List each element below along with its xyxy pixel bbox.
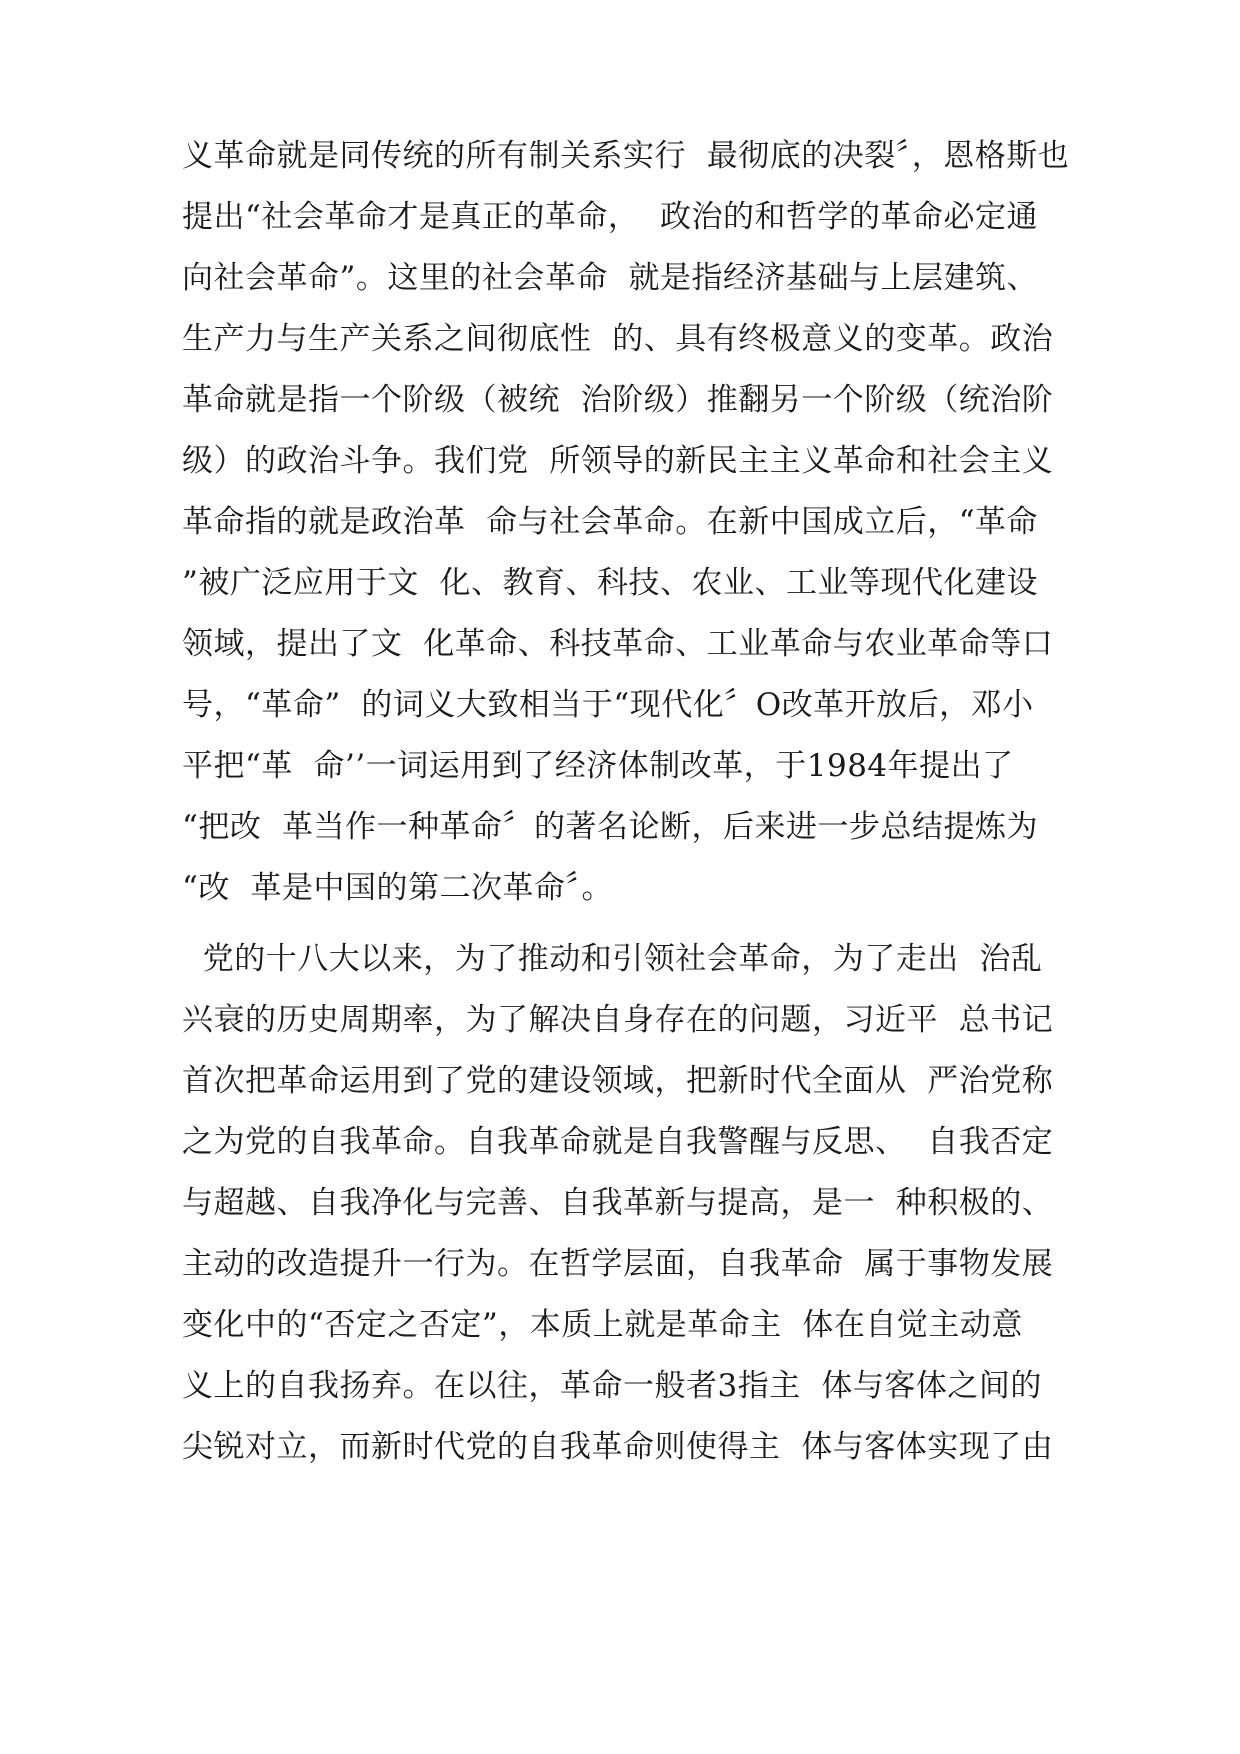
text-line: 之为党的自我革命。自我革命就是自我警醒与反思、 自我否定 (182, 1124, 1054, 1160)
paragraph-start-line: 党的十八大以来，为了推动和引领社会革命，为了走出 治乱 (182, 941, 1043, 977)
text-line: ”被广泛应用于文 化、教育、科技、农业、工业等现代化建设 (182, 565, 1039, 601)
text-line: 义革命就是同传统的所有制关系实行 最彻底的决裂〞，恩格斯也 (182, 138, 1070, 174)
text-line: 领域，提出了文 化革命、科技革命、工业革命与农业革命等口 (182, 626, 1054, 662)
text-line: 革命指的就是政治革 命与社会革命。在新中国成立后，“革命 (182, 504, 1039, 540)
text-line: 义上的自我扬弃。在以往，革命一般者3指主 体与客体之间的 (182, 1368, 1042, 1404)
text-line: 平把“革 命’’一词运用到了经济体制改革，于1984年提出了 (182, 748, 1014, 784)
text-line: “改 革是中国的第二次革命〞。 (182, 870, 614, 906)
text-line: “把改 革当作一种革命〞的著名论断，后来进一步总结提炼为 (182, 809, 1039, 845)
text-line: 级）的政治斗争。我们党 所领导的新民主主义革命和社会主义 (182, 443, 1054, 479)
text-line: 提出“社会革命才是真正的革命， 政治的和哲学的革命必定通 (182, 199, 1039, 235)
text-line: 生产力与生产关系之间彻底性 的、具有终极意义的变革。政治 (182, 321, 1054, 357)
text-line: 首次把革命运用到了党的建设领域，把新时代全面从 严治党称 (182, 1063, 1054, 1099)
text-line: 变化中的“否定之否定”，本质上就是革命主 体在自觉主动意 (182, 1307, 1023, 1343)
text-line: 兴衰的历史周期率，为了解决自身存在的问题，习近平 总书记 (182, 1002, 1054, 1038)
text-line: 尖锐对立，而新时代党的自我革命则使得主 体与客体实现了由 (182, 1429, 1054, 1465)
text-line: 号，“革命” 的词义大致相当于“现代化〞O改革开放后，邓小 (182, 687, 1034, 723)
text-line: 与超越、自我净化与完善、自我革新与提高，是一 种积极的、 (182, 1185, 1054, 1221)
text-line: 革命就是指一个阶级（被统 治阶级）推翻另一个阶级（统治阶 (182, 382, 1054, 418)
text-line: 向社会革命”。这里的社会革命 就是指经济基础与上层建筑、 (182, 260, 1039, 296)
text-line: 主动的改造提升一行为。在哲学层面，自我革命 属于事物发展 (182, 1246, 1054, 1282)
